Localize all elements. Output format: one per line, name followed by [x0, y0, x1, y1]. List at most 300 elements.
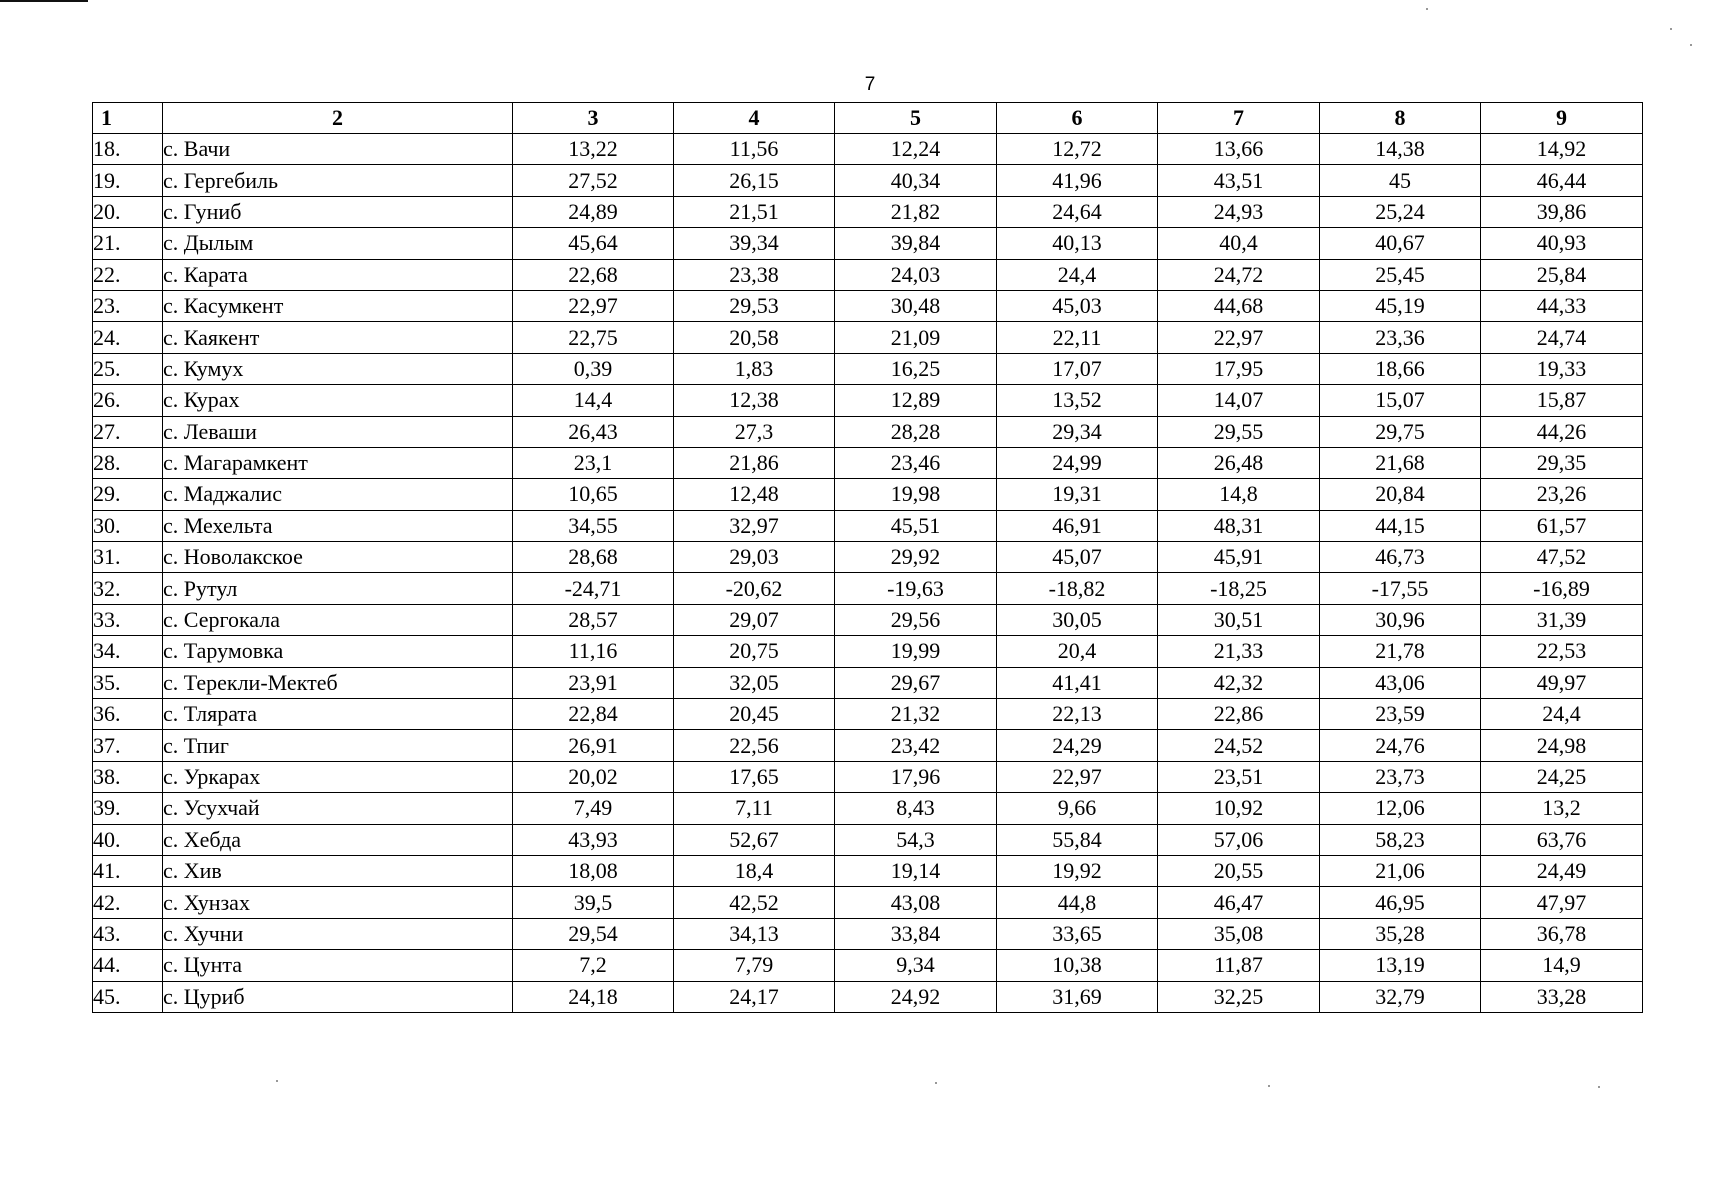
value-cell-col-3: 27,52 [513, 165, 674, 196]
value-cell-col-9: 15,87 [1481, 385, 1643, 416]
value-cell-col-3: 22,97 [513, 290, 674, 321]
value-cell-col-4: 7,11 [674, 793, 835, 824]
value-cell-col-4: 17,65 [674, 761, 835, 792]
value-cell-col-6: 30,05 [997, 604, 1158, 635]
value-cell-col-5: 16,25 [835, 353, 997, 384]
value-cell-col-5: 40,34 [835, 165, 997, 196]
value-cell-col-8: 46,95 [1320, 887, 1481, 918]
value-cell-col-8: 30,96 [1320, 604, 1481, 635]
value-cell-col-8: 21,06 [1320, 855, 1481, 886]
settlement-name: с. Тарумовка [163, 636, 513, 667]
row-number: 39. [93, 793, 163, 824]
value-cell-col-8: 18,66 [1320, 353, 1481, 384]
value-cell-col-4: 18,4 [674, 855, 835, 886]
value-cell-col-6: 55,84 [997, 824, 1158, 855]
value-cell-col-4: 21,51 [674, 196, 835, 227]
row-number: 34. [93, 636, 163, 667]
settlement-name: с. Гуниб [163, 196, 513, 227]
settlement-name: с. Тлярата [163, 699, 513, 730]
value-cell-col-3: 11,16 [513, 636, 674, 667]
column-header: 1 [93, 103, 163, 134]
table-row [93, 761, 1643, 792]
value-cell-col-9: -16,89 [1481, 573, 1643, 604]
value-cell-col-3: 29,54 [513, 918, 674, 949]
row-number: 35. [93, 667, 163, 698]
row-number: 25. [93, 353, 163, 384]
value-cell-col-3: 23,91 [513, 667, 674, 698]
value-cell-col-4: 20,45 [674, 699, 835, 730]
settlement-name: с. Кумух [163, 353, 513, 384]
value-cell-col-4: 39,34 [674, 228, 835, 259]
value-cell-col-4: 24,17 [674, 981, 835, 1012]
value-cell-col-5: 24,03 [835, 259, 997, 290]
value-cell-col-8: 14,38 [1320, 134, 1481, 165]
value-cell-col-4: 34,13 [674, 918, 835, 949]
scan-speck [276, 1080, 278, 1082]
value-cell-col-5: 39,84 [835, 228, 997, 259]
scan-speck [1426, 8, 1428, 10]
value-cell-col-9: 47,97 [1481, 887, 1643, 918]
settlement-name: с. Хебда [163, 824, 513, 855]
value-cell-col-9: 13,2 [1481, 793, 1643, 824]
value-cell-col-5: 8,43 [835, 793, 997, 824]
value-cell-col-5: 21,82 [835, 196, 997, 227]
value-cell-col-6: 20,4 [997, 636, 1158, 667]
value-cell-col-3: 20,02 [513, 761, 674, 792]
table-row [93, 793, 1643, 824]
row-number: 45. [93, 981, 163, 1012]
value-cell-col-5: 54,3 [835, 824, 997, 855]
value-cell-col-3: 23,1 [513, 447, 674, 478]
value-cell-col-9: 24,74 [1481, 322, 1643, 353]
value-cell-col-3: 13,22 [513, 134, 674, 165]
value-cell-col-6: 10,38 [997, 950, 1158, 981]
value-cell-col-5: 23,46 [835, 447, 997, 478]
row-number: 31. [93, 542, 163, 573]
value-cell-col-8: 45,19 [1320, 290, 1481, 321]
settlement-name: с. Уркарах [163, 761, 513, 792]
value-cell-col-6: 24,4 [997, 259, 1158, 290]
table-row [93, 165, 1643, 196]
settlement-name: с. Новолакское [163, 542, 513, 573]
value-cell-col-8: 46,73 [1320, 542, 1481, 573]
value-cell-col-4: 27,3 [674, 416, 835, 447]
row-number: 43. [93, 918, 163, 949]
value-cell-col-4: 32,97 [674, 510, 835, 541]
value-cell-col-9: 29,35 [1481, 447, 1643, 478]
value-cell-col-9: 40,93 [1481, 228, 1643, 259]
value-cell-col-9: 61,57 [1481, 510, 1643, 541]
value-cell-col-9: 47,52 [1481, 542, 1643, 573]
value-cell-col-7: 44,68 [1158, 290, 1320, 321]
column-header: 9 [1481, 103, 1643, 134]
value-cell-col-6: 41,96 [997, 165, 1158, 196]
value-cell-col-4: 20,58 [674, 322, 835, 353]
column-header: 2 [163, 103, 513, 134]
value-cell-col-4: 29,03 [674, 542, 835, 573]
value-cell-col-9: 19,33 [1481, 353, 1643, 384]
row-number: 37. [93, 730, 163, 761]
table-row [93, 573, 1643, 604]
value-cell-col-5: 33,84 [835, 918, 997, 949]
row-number: 19. [93, 165, 163, 196]
value-cell-col-6: 44,8 [997, 887, 1158, 918]
settlement-name: с. Терекли-Мектеб [163, 667, 513, 698]
value-cell-col-7: 14,07 [1158, 385, 1320, 416]
value-cell-col-7: 24,93 [1158, 196, 1320, 227]
value-cell-col-3: 28,57 [513, 604, 674, 635]
value-cell-col-7: 57,06 [1158, 824, 1320, 855]
value-cell-col-6: 41,41 [997, 667, 1158, 698]
value-cell-col-6: 19,92 [997, 855, 1158, 886]
value-cell-col-6: 19,31 [997, 479, 1158, 510]
value-cell-col-7: 32,25 [1158, 981, 1320, 1012]
value-cell-col-9: 63,76 [1481, 824, 1643, 855]
value-cell-col-7: 24,52 [1158, 730, 1320, 761]
value-cell-col-8: 58,23 [1320, 824, 1481, 855]
column-header: 4 [674, 103, 835, 134]
row-number: 41. [93, 855, 163, 886]
row-number: 21. [93, 228, 163, 259]
table-row [93, 887, 1643, 918]
table-row [93, 447, 1643, 478]
row-number: 40. [93, 824, 163, 855]
value-cell-col-5: 19,14 [835, 855, 997, 886]
value-cell-col-7: 22,97 [1158, 322, 1320, 353]
value-cell-col-7: 42,32 [1158, 667, 1320, 698]
value-cell-col-3: 24,18 [513, 981, 674, 1012]
settlement-name: с. Каякент [163, 322, 513, 353]
value-cell-col-6: 17,07 [997, 353, 1158, 384]
table-row [93, 981, 1643, 1012]
value-cell-col-5: 24,92 [835, 981, 997, 1012]
value-cell-col-5: 45,51 [835, 510, 997, 541]
scan-speck [1598, 1086, 1600, 1088]
value-cell-col-6: 31,69 [997, 981, 1158, 1012]
row-number: 24. [93, 322, 163, 353]
value-cell-col-9: 44,26 [1481, 416, 1643, 447]
value-cell-col-5: 12,89 [835, 385, 997, 416]
settlement-name: с. Магарамкент [163, 447, 513, 478]
value-cell-col-7: 30,51 [1158, 604, 1320, 635]
value-cell-col-4: 7,79 [674, 950, 835, 981]
scan-speck [1268, 1085, 1270, 1087]
row-number: 18. [93, 134, 163, 165]
value-cell-col-3: 24,89 [513, 196, 674, 227]
row-number: 30. [93, 510, 163, 541]
value-cell-col-8: 23,59 [1320, 699, 1481, 730]
value-cell-col-4: 1,83 [674, 353, 835, 384]
row-number: 20. [93, 196, 163, 227]
value-cell-col-5: 30,48 [835, 290, 997, 321]
settlement-name: с. Леваши [163, 416, 513, 447]
value-cell-col-7: 35,08 [1158, 918, 1320, 949]
value-cell-col-8: 13,19 [1320, 950, 1481, 981]
page-number: 7 [864, 74, 876, 95]
settlement-name: с. Гергебиль [163, 165, 513, 196]
value-cell-col-6: 45,07 [997, 542, 1158, 573]
value-cell-col-5: 19,99 [835, 636, 997, 667]
value-cell-col-3: -24,71 [513, 573, 674, 604]
settlement-name: с. Хунзах [163, 887, 513, 918]
value-cell-col-9: 24,25 [1481, 761, 1643, 792]
value-cell-col-5: 29,67 [835, 667, 997, 698]
value-cell-col-8: 24,76 [1320, 730, 1481, 761]
value-cell-col-7: 46,47 [1158, 887, 1320, 918]
value-cell-col-6: 24,29 [997, 730, 1158, 761]
row-number: 29. [93, 479, 163, 510]
value-cell-col-4: 12,48 [674, 479, 835, 510]
value-cell-col-9: 14,9 [1481, 950, 1643, 981]
row-number: 26. [93, 385, 163, 416]
value-cell-col-7: 24,72 [1158, 259, 1320, 290]
value-cell-col-3: 7,2 [513, 950, 674, 981]
value-cell-col-8: 12,06 [1320, 793, 1481, 824]
table-row [93, 290, 1643, 321]
value-cell-col-3: 0,39 [513, 353, 674, 384]
value-cell-col-7: 21,33 [1158, 636, 1320, 667]
table-row [93, 479, 1643, 510]
value-cell-col-6: 46,91 [997, 510, 1158, 541]
settlement-name: с. Цунта [163, 950, 513, 981]
value-cell-col-4: 12,38 [674, 385, 835, 416]
row-number: 22. [93, 259, 163, 290]
value-cell-col-6: 22,11 [997, 322, 1158, 353]
table-row [93, 667, 1643, 698]
header-row [93, 103, 1643, 134]
value-cell-col-8: 29,75 [1320, 416, 1481, 447]
column-header: 6 [997, 103, 1158, 134]
value-cell-col-9: 14,92 [1481, 134, 1643, 165]
table-row [93, 855, 1643, 886]
value-cell-col-6: 22,13 [997, 699, 1158, 730]
value-cell-col-4: 42,52 [674, 887, 835, 918]
value-cell-col-8: 45 [1320, 165, 1481, 196]
value-cell-col-9: 24,49 [1481, 855, 1643, 886]
value-cell-col-5: 21,32 [835, 699, 997, 730]
value-cell-col-4: -20,62 [674, 573, 835, 604]
value-cell-col-5: 12,24 [835, 134, 997, 165]
value-cell-col-6: -18,82 [997, 573, 1158, 604]
scan-speck [1690, 44, 1692, 46]
value-cell-col-4: 29,07 [674, 604, 835, 635]
scan-edge-mark [0, 0, 88, 2]
value-cell-col-3: 43,93 [513, 824, 674, 855]
value-cell-col-6: 9,66 [997, 793, 1158, 824]
value-cell-col-7: 40,4 [1158, 228, 1320, 259]
value-cell-col-4: 52,67 [674, 824, 835, 855]
value-cell-col-6: 40,13 [997, 228, 1158, 259]
value-cell-col-6: 24,99 [997, 447, 1158, 478]
value-cell-col-6: 13,52 [997, 385, 1158, 416]
value-cell-col-8: 44,15 [1320, 510, 1481, 541]
scan-speck [1670, 28, 1672, 30]
value-cell-col-7: 10,92 [1158, 793, 1320, 824]
value-cell-col-7: 14,8 [1158, 479, 1320, 510]
value-cell-col-7: 13,66 [1158, 134, 1320, 165]
value-cell-col-9: 44,33 [1481, 290, 1643, 321]
value-cell-col-3: 26,91 [513, 730, 674, 761]
value-cell-col-4: 21,86 [674, 447, 835, 478]
value-cell-col-8: -17,55 [1320, 573, 1481, 604]
settlement-name: с. Сергокала [163, 604, 513, 635]
table-row [93, 353, 1643, 384]
value-cell-col-3: 26,43 [513, 416, 674, 447]
settlement-name: с. Хучни [163, 918, 513, 949]
value-cell-col-4: 29,53 [674, 290, 835, 321]
value-cell-col-5: 43,08 [835, 887, 997, 918]
value-cell-col-9: 39,86 [1481, 196, 1643, 227]
value-cell-col-9: 25,84 [1481, 259, 1643, 290]
value-cell-col-4: 11,56 [674, 134, 835, 165]
settlement-name: с. Маджалис [163, 479, 513, 510]
table-row [93, 730, 1643, 761]
value-cell-col-3: 34,55 [513, 510, 674, 541]
value-cell-col-5: 19,98 [835, 479, 997, 510]
table-row [93, 824, 1643, 855]
settlement-name: с. Хив [163, 855, 513, 886]
table-row [93, 699, 1643, 730]
value-cell-col-9: 49,97 [1481, 667, 1643, 698]
value-cell-col-6: 45,03 [997, 290, 1158, 321]
value-cell-col-5: 9,34 [835, 950, 997, 981]
value-cell-col-6: 22,97 [997, 761, 1158, 792]
row-number: 27. [93, 416, 163, 447]
value-cell-col-3: 7,49 [513, 793, 674, 824]
value-cell-col-9: 36,78 [1481, 918, 1643, 949]
value-cell-col-7: 48,31 [1158, 510, 1320, 541]
value-cell-col-9: 22,53 [1481, 636, 1643, 667]
value-cell-col-5: -19,63 [835, 573, 997, 604]
table-row [93, 259, 1643, 290]
column-header: 5 [835, 103, 997, 134]
value-cell-col-4: 20,75 [674, 636, 835, 667]
value-cell-col-8: 23,73 [1320, 761, 1481, 792]
value-cell-col-8: 20,84 [1320, 479, 1481, 510]
value-cell-col-8: 25,45 [1320, 259, 1481, 290]
table-row [93, 604, 1643, 635]
value-cell-col-6: 29,34 [997, 416, 1158, 447]
row-number: 44. [93, 950, 163, 981]
value-cell-col-8: 21,78 [1320, 636, 1481, 667]
value-cell-col-4: 32,05 [674, 667, 835, 698]
value-cell-col-9: 24,98 [1481, 730, 1643, 761]
table-row [93, 636, 1643, 667]
value-cell-col-5: 29,92 [835, 542, 997, 573]
value-cell-col-6: 12,72 [997, 134, 1158, 165]
table-row [93, 542, 1643, 573]
settlement-name: с. Касумкент [163, 290, 513, 321]
row-number: 33. [93, 604, 163, 635]
settlement-name: с. Вачи [163, 134, 513, 165]
column-header: 7 [1158, 103, 1320, 134]
value-cell-col-8: 21,68 [1320, 447, 1481, 478]
value-cell-col-3: 10,65 [513, 479, 674, 510]
row-number: 32. [93, 573, 163, 604]
settlement-name: с. Тпиг [163, 730, 513, 761]
row-number: 38. [93, 761, 163, 792]
value-cell-col-7: 23,51 [1158, 761, 1320, 792]
settlement-name: с. Дылым [163, 228, 513, 259]
settlement-name: с. Карата [163, 259, 513, 290]
value-cell-col-3: 14,4 [513, 385, 674, 416]
value-cell-col-3: 28,68 [513, 542, 674, 573]
settlement-name: с. Рутул [163, 573, 513, 604]
table-row [93, 918, 1643, 949]
value-cell-col-3: 39,5 [513, 887, 674, 918]
value-cell-col-4: 26,15 [674, 165, 835, 196]
value-cell-col-3: 22,68 [513, 259, 674, 290]
settlement-name: с. Цуриб [163, 981, 513, 1012]
value-cell-col-8: 35,28 [1320, 918, 1481, 949]
value-cell-col-5: 28,28 [835, 416, 997, 447]
value-cell-col-3: 22,75 [513, 322, 674, 353]
table-row [93, 228, 1643, 259]
value-cell-col-4: 22,56 [674, 730, 835, 761]
value-cell-col-7: -18,25 [1158, 573, 1320, 604]
value-cell-col-9: 31,39 [1481, 604, 1643, 635]
value-cell-col-5: 23,42 [835, 730, 997, 761]
settlement-name: с. Мехельта [163, 510, 513, 541]
settlement-name: с. Курах [163, 385, 513, 416]
row-number: 28. [93, 447, 163, 478]
table-row [93, 196, 1643, 227]
row-number: 23. [93, 290, 163, 321]
value-cell-col-9: 33,28 [1481, 981, 1643, 1012]
table-row [93, 385, 1643, 416]
table-row [93, 510, 1643, 541]
value-cell-col-8: 23,36 [1320, 322, 1481, 353]
row-number: 36. [93, 699, 163, 730]
value-cell-col-7: 11,87 [1158, 950, 1320, 981]
value-cell-col-3: 18,08 [513, 855, 674, 886]
value-cell-col-4: 23,38 [674, 259, 835, 290]
value-cell-col-3: 22,84 [513, 699, 674, 730]
value-cell-col-7: 17,95 [1158, 353, 1320, 384]
value-cell-col-5: 29,56 [835, 604, 997, 635]
value-cell-col-7: 20,55 [1158, 855, 1320, 886]
value-cell-col-8: 43,06 [1320, 667, 1481, 698]
value-cell-col-9: 46,44 [1481, 165, 1643, 196]
scan-speck [935, 1082, 937, 1084]
value-cell-col-6: 24,64 [997, 196, 1158, 227]
value-cell-col-7: 29,55 [1158, 416, 1320, 447]
value-cell-col-8: 15,07 [1320, 385, 1481, 416]
value-cell-col-5: 21,09 [835, 322, 997, 353]
column-header: 3 [513, 103, 674, 134]
settlement-name: с. Усухчай [163, 793, 513, 824]
table-row [93, 416, 1643, 447]
table-row [93, 134, 1643, 165]
value-cell-col-7: 43,51 [1158, 165, 1320, 196]
value-cell-col-9: 23,26 [1481, 479, 1643, 510]
value-cell-col-9: 24,4 [1481, 699, 1643, 730]
value-cell-col-7: 26,48 [1158, 447, 1320, 478]
value-cell-col-3: 45,64 [513, 228, 674, 259]
value-cell-col-8: 32,79 [1320, 981, 1481, 1012]
row-number: 42. [93, 887, 163, 918]
value-cell-col-8: 25,24 [1320, 196, 1481, 227]
table-row [93, 322, 1643, 353]
table-row [93, 950, 1643, 981]
column-header: 8 [1320, 103, 1481, 134]
value-cell-col-6: 33,65 [997, 918, 1158, 949]
value-cell-col-8: 40,67 [1320, 228, 1481, 259]
value-cell-col-5: 17,96 [835, 761, 997, 792]
data-table [92, 102, 1643, 1013]
value-cell-col-7: 45,91 [1158, 542, 1320, 573]
value-cell-col-7: 22,86 [1158, 699, 1320, 730]
